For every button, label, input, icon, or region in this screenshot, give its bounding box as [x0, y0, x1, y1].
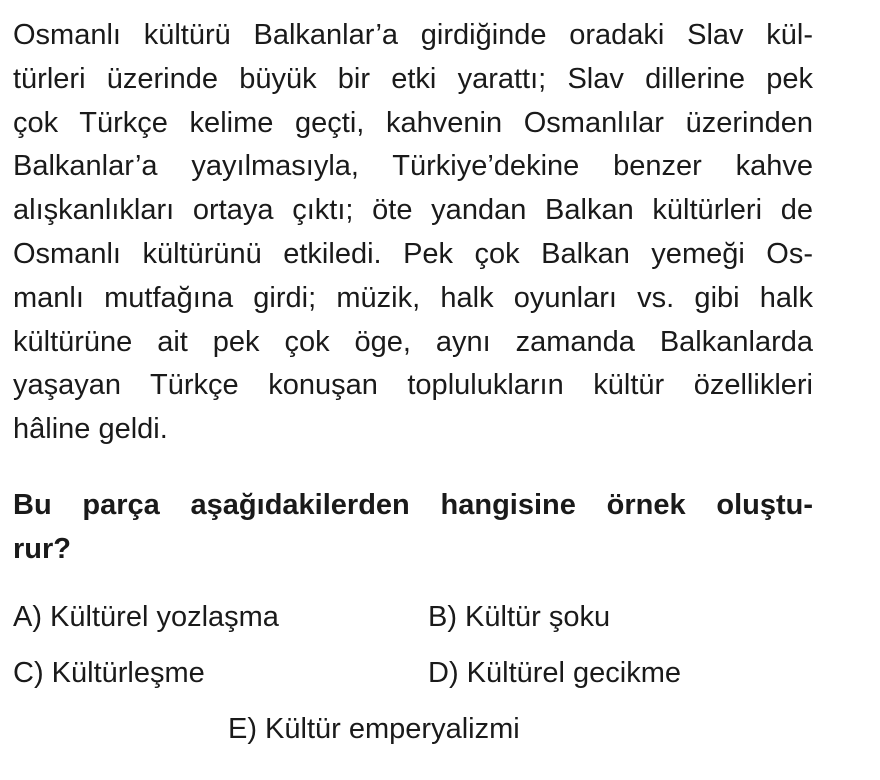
passage-line: manlı mutfağına girdi; müzik, halk oyunları vs. gibi halk — [13, 281, 813, 314]
passage-text — [13, 14, 813, 452]
option-b[interactable]: B) Kültür şoku — [428, 601, 611, 633]
question-line: rur? — [13, 533, 71, 565]
passage-line: alışkanlıkları ortaya çıktı; öte yandan Balkan kültürleri de — [13, 194, 813, 227]
passage-line: türleri üzerinde büyük bir etki yarattı; Slav dillerine pek — [13, 62, 813, 95]
option-d[interactable]: D) Kültürel gecikme — [428, 657, 682, 689]
question-line: Bu parça aşağıdakilerden hangisine örnek oluştu- — [13, 489, 813, 521]
option-e[interactable]: E) Kültür emperyalizmi — [228, 713, 520, 745]
passage-line: yaşayan Türkçe konuşan toplulukların kültür özellikleri — [13, 369, 813, 402]
passage-line: Balkanlar’a yayılmasıyla, Türkiye’dekine benzer kahve — [13, 150, 813, 183]
passage-line: Osmanlı kültürü Balkanlar’a girdiğinde oradaki Slav kül- — [13, 19, 813, 51]
passage-line: çok Türkçe kelime geçti, kahvenin Osmanlılar üzerinden — [13, 106, 813, 139]
passage-line: hâline geldi. — [13, 413, 168, 446]
passage-line: kültürüne ait pek çok öge, aynı zamanda Balkanlarda — [13, 325, 813, 358]
passage-line: Osmanlı kültürünü etkiledi. Pek çok Balkan yemeği Os- — [13, 237, 813, 270]
question-stem — [13, 483, 813, 571]
option-c[interactable]: C) Kültürleşme — [13, 657, 205, 689]
option-a[interactable]: A) Kültürel yozlaşma — [13, 601, 279, 633]
